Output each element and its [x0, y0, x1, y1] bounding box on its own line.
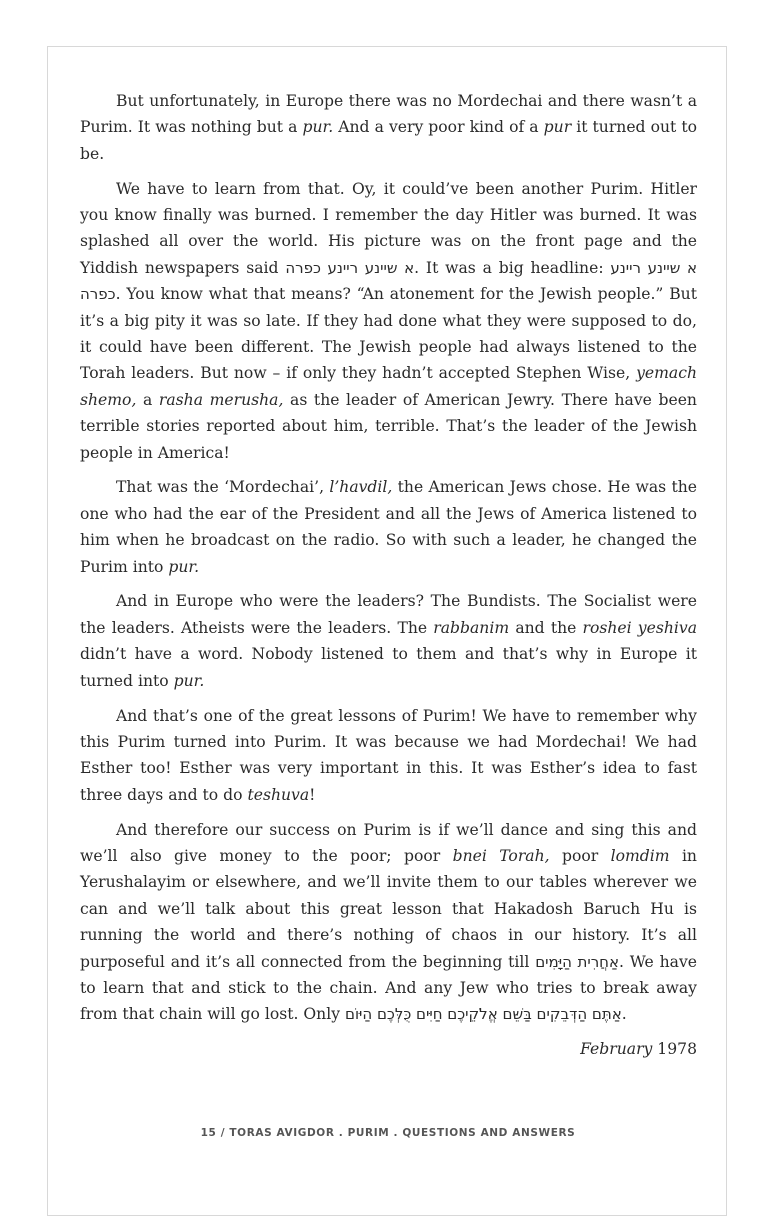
text-run: it turned out to be.: [80, 118, 697, 163]
text-run: and the: [509, 618, 583, 637]
text-run: .: [621, 1005, 627, 1024]
text-run: the American Jews chose. He was the one who had the ear of the President and all the Jews of America listened to him when he broadcast on the radio. So with such a leader, he changed the Purim into: [80, 478, 697, 576]
text-run: . We have to learn that and stick to the chain. And any Jew who tries to break away from that chain will go lost. Only: [80, 952, 697, 1024]
italic-text: rabbanim: [433, 618, 510, 637]
text-run: poor: [549, 846, 611, 865]
italic-text: pur.: [173, 671, 205, 690]
paragraph: [80, 474, 697, 580]
paragraph: [80, 588, 697, 694]
date-signature: [80, 1036, 697, 1062]
paragraph: [80, 88, 697, 167]
hebrew-text: אַתֶּם הַדְּבֵקִים בַּשֵּׁם אֱלֹקֵיכֶם חַיִּים כֻּלְּכֶם הַיּוֹם: [344, 1005, 622, 1024]
article-body: [80, 88, 697, 1063]
italic-text: lomdim: [610, 846, 670, 865]
text-run: And therefore our success on Purim is if we’ll dance and sing this and we’ll also give money to the poor; poor: [80, 820, 697, 865]
hebrew-text: אַחֲרִית הַיָּמִים: [535, 952, 620, 971]
italic-text: bnei Torah,: [452, 846, 550, 865]
text-run: . You know what that means? “An atonement for the Jewish people.” But it’s a big pity it was so late. If they had done what they were supposed to do, it could have been different. The Jewish people had always listened to the Torah leaders. But now – if only they hadn’t accepted Stephen Wise,: [80, 285, 697, 383]
italic-text: pur: [543, 118, 572, 137]
text-run: a: [136, 390, 159, 409]
text-run: in Yerushalayim or elsewhere, and we’ll invite them to our tables wherever we can and we’ll talk about this great lesson that Hakadosh Baruch Hu is running the world and there’s nothing of chaos in our history. It’s all purposeful and it’s all connected from the beginning till: [80, 846, 697, 971]
text-run: didn’t have a word. Nobody listened to them and that’s why in Europe it turned into: [80, 645, 697, 690]
italic-text: pur.: [168, 557, 200, 576]
paragraph: [80, 176, 697, 466]
text-run: . It was a big headline:: [414, 258, 611, 277]
text-run: !: [309, 785, 316, 804]
italic-text: teshuva: [247, 785, 310, 804]
italic-text: rasha merusha,: [158, 390, 284, 409]
italic-text: l’havdil,: [329, 478, 393, 497]
text-run: And that’s one of the great lessons of Purim! We have to remember why this Purim turned into Purim. It was because we had Mordechai! We had Esther too! Esther was very important in this. It was Esther’s idea to fast three days and to do: [80, 706, 697, 804]
page-footer: 15 / TORAS AVIGDOR . PURIM . QUESTIONS AND ANSWERS: [200, 1127, 576, 1139]
signature-year: 1978: [652, 1040, 697, 1059]
text-run: And in Europe who were the leaders? The Bundists. The Socialist were the leaders. Atheists were the leaders. The: [80, 592, 697, 637]
italic-text: pur.: [302, 118, 334, 137]
italic-text: roshei yeshiva: [582, 618, 697, 637]
paragraph: [80, 817, 697, 1028]
hebrew-text: א שיינע ריינע כפרה: [80, 258, 697, 304]
signature-month: February: [580, 1040, 653, 1059]
text-run: We have to learn from that. Oy, it could’ve been another Purim. Hitler you know finally was burned. I remember the day Hitler was burned. It was splashed all over the world. His picture was on the front page and the Yiddish newspapers said: [80, 179, 697, 277]
text-run: But unfortunately, in Europe there was no Mordechai and there wasn’t a Purim. It was nothing but a: [80, 92, 697, 137]
hebrew-text: א שיינע ריינע כפרה: [285, 258, 415, 277]
paragraph: [80, 703, 697, 809]
italic-text: yemach shemo,: [80, 364, 697, 409]
text-run: And a very poor kind of a: [333, 118, 544, 137]
text-run: That was the ‘Mordechai’,: [116, 478, 330, 497]
text-run: as the leader of American Jewry. There have been terrible stories reported about him, terrible. That’s the leader of the Jewish people in America!: [80, 390, 697, 462]
